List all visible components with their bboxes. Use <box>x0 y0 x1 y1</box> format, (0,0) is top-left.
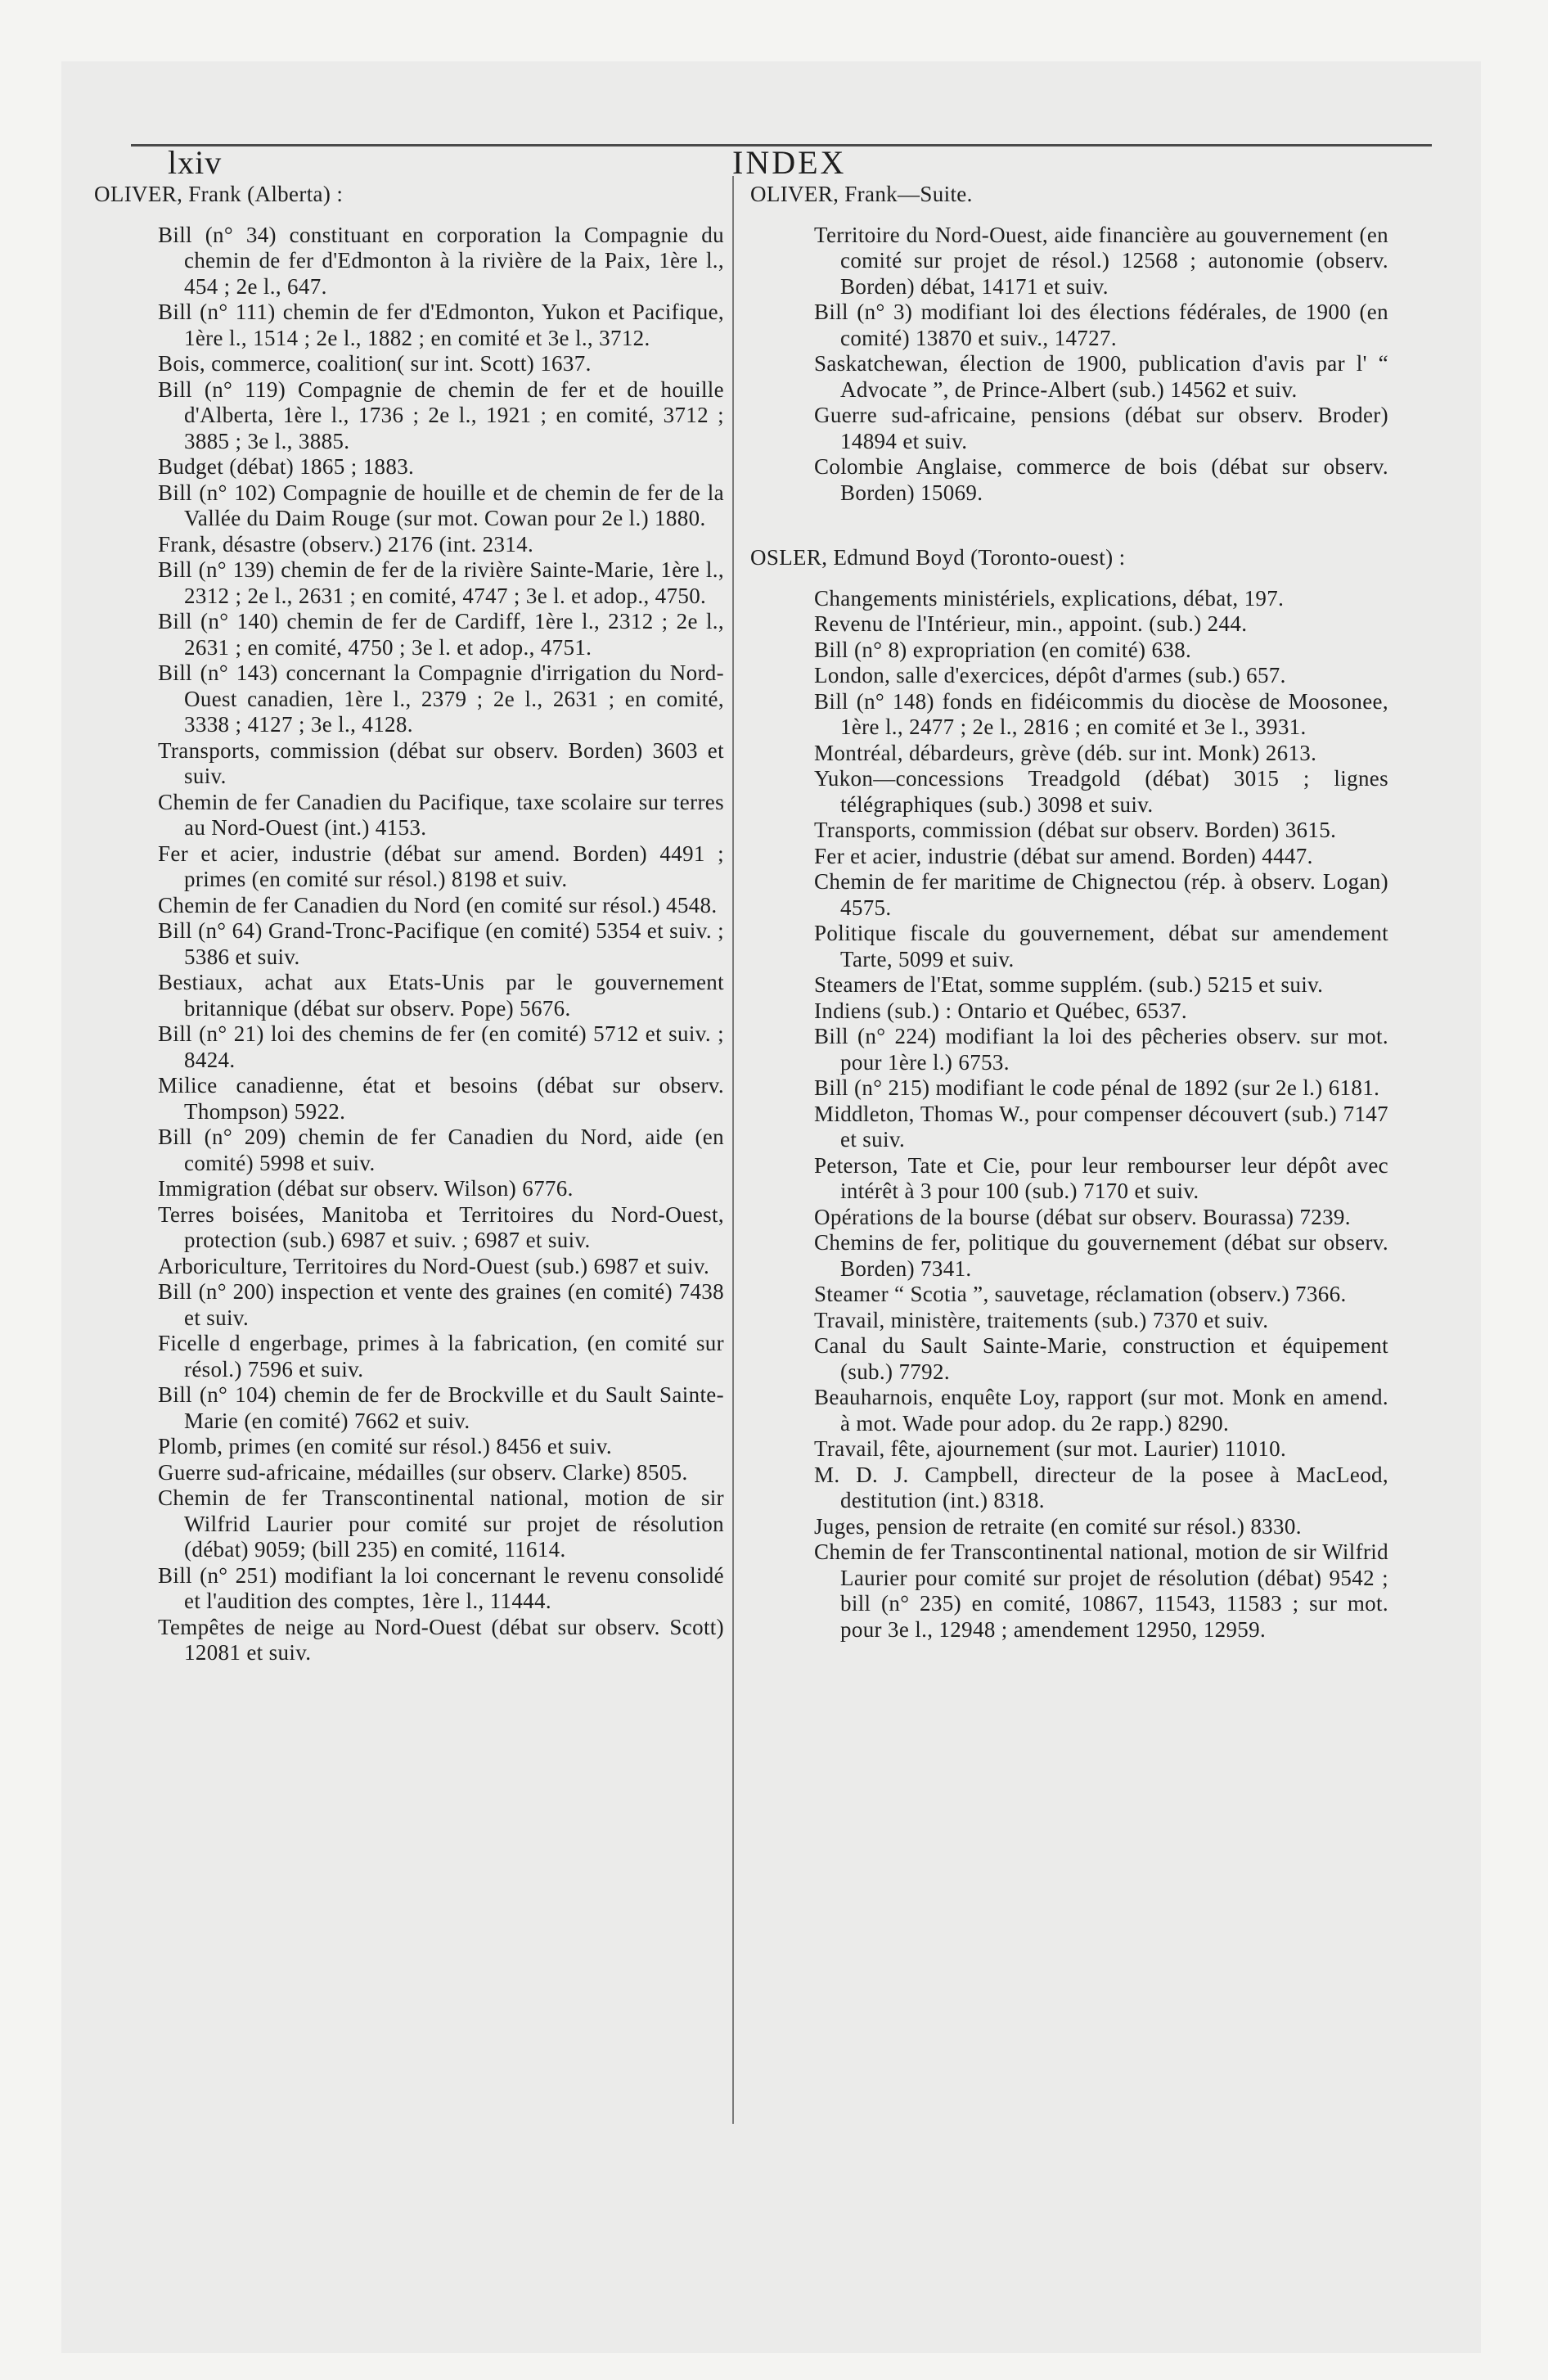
index-entry: Immigration (débat sur observ. Wilson) 6776. <box>158 1176 574 1201</box>
index-entry: Indiens (sub.) : Ontario et Québec, 6537. <box>814 998 1187 1023</box>
index-entry: Bill (n° 140) chemin de fer de Cardiff, 1ère l., 2312 ; 2e l., 2631 ; en comité, 4750 ; 3e l. et adop., 4751. <box>158 609 724 660</box>
index-entry: Bill (n° 64) Grand-Tronc-Pacifique (en comité) 5354 et suiv. ; 5386 et suiv. <box>158 918 724 969</box>
index-entry: Bill (n° 148) fonds en fidéicommis du diocèse de Moosonee, 1ère l., 2477 ; 2e l., 2816 ; en comité et 3e l., 3931. <box>814 688 1388 739</box>
column-divider <box>732 176 734 2124</box>
index-entry: Chemin de fer Transcontinental national, motion de sir Wilfrid Laurier pour comité sur projet de résolution (débat) 9542 ; bill (n° 235) en comité, 10867, 11543, 11583 ; sur mot. pour 3e l., 12948 ; amendement 12950, 12959. <box>814 1539 1388 1642</box>
index-entry: Juges, pension de retraite (en comité sur résol.) 8330. <box>814 1513 1302 1539</box>
index-entry: Fer et acier, industrie (débat sur amend. Borden) 4491 ; primes (en comité sur résol.) 8198 et suiv. <box>158 841 724 891</box>
index-heading-oliver-suite: OLIVER, Frank—Suite. <box>750 182 973 206</box>
index-entry: Bill (n° 224) modifiant la loi des pêcheries observ. sur mot. pour 1ère l.) 6753. <box>814 1024 1388 1075</box>
index-entry: Bill (n° 102) Compagnie de houille et de chemin de fer de la Vallée du Daim Rouge (sur mot. Cowan pour 2e l.) 1880. <box>158 480 724 530</box>
index-entry: Steamer “ Scotia ”, sauvetage, réclamation (observ.) 7366. <box>814 1282 1347 1306</box>
index-entry-list <box>750 223 1388 507</box>
index-entry: Guerre sud-africaine, pensions (débat sur observ. Broder) 14894 et suiv. <box>814 403 1388 453</box>
left-column <box>94 182 724 1666</box>
index-entry: Bois, commerce, coalition( sur int. Scott) 1637. <box>158 351 592 376</box>
index-entry: Politique fiscale du gouvernement, débat sur amendement Tarte, 5099 et suiv. <box>814 921 1388 971</box>
index-entry: Chemin de fer Canadien du Pacifique, taxe scolaire sur terres au Nord-Ouest (int.) 4153. <box>158 789 724 840</box>
index-entry: Bill (n° 139) chemin de fer de la rivière Sainte-Marie, 1ère l., 2312 ; 2e l., 2631 ; en comité, 4747 ; 3e l. et adop., 4750. <box>158 557 724 608</box>
index-entry: Chemin de fer Transcontinental national, motion de sir Wilfrid Laurier pour comité sur projet de résolution (débat) 9059; (bill 235) en comité, 11614. <box>158 1485 724 1562</box>
index-entry: Bill (n° 34) constituant en corporation la Compagnie du chemin de fer d'Edmonton à la rivière de la Paix, 1ère l., 454 ; 2e l., 647. <box>158 222 724 299</box>
index-entry: Tempêtes de neige au Nord-Ouest (débat sur observ. Scott) 12081 et suiv. <box>158 1614 724 1665</box>
index-entry: Bill (n° 111) chemin de fer d'Edmonton, Yukon et Pacifique, 1ère l., 1514 ; 2e l., 1882 ; en comité et 3e l., 3712. <box>158 300 724 350</box>
index-entry: Yukon—concessions Treadgold (débat) 3015 ; lignes télégraphiques (sub.) 3098 et suiv. <box>814 766 1388 817</box>
index-entry: Chemins de fer, politique du gouvernement (débat sur observ. Borden) 7341. <box>814 1230 1388 1281</box>
index-entry: Bill (n° 143) concernant la Compagnie d'irrigation du Nord-Ouest canadien, 1ère l., 2379 ; 2e l., 2631 ; en comité, 3338 ; 4127 ; 3e l., 4128. <box>158 660 724 737</box>
running-title: INDEX <box>732 144 847 181</box>
header-rule <box>131 144 1432 146</box>
index-entry: Montréal, débardeurs, grève (déb. sur int. Monk) 2613. <box>814 740 1317 765</box>
index-entry: Ficelle d engerbage, primes à la fabrication, (en comité sur résol.) 7596 et suiv. <box>158 1331 724 1382</box>
index-heading-osler: OSLER, Edmund Boyd (Toronto-ouest) : <box>750 545 1126 570</box>
index-entry: Chemin de fer Canadien du Nord (en comité sur résol.) 4548. <box>158 892 718 917</box>
index-entry: Changements ministériels, explications, débat, 197. <box>814 585 1285 611</box>
index-entry: Opérations de la bourse (débat sur observ. Bourassa) 7239. <box>814 1204 1351 1229</box>
index-entry: Saskatchewan, élection de 1900, publication d'avis par l' “ Advocate ”, de Prince-Albert (sub.) 14562 et suiv. <box>814 351 1388 402</box>
index-entry: Frank, désastre (observ.) 2176 (int. 2314. <box>158 531 534 557</box>
index-entry: Terres boisées, Manitoba et Territoires du Nord-Ouest, protection (sub.) 6987 et suiv. ; 6987 et suiv. <box>158 1201 724 1252</box>
index-entry: London, salle d'exercices, dépôt d'armes (sub.) 657. <box>814 663 1286 687</box>
page-number: lxiv <box>168 144 223 181</box>
index-entry: Arboriculture, Territoires du Nord-Ouest (sub.) 6987 et suiv. <box>158 1253 710 1278</box>
index-entry: Colombie Anglaise, commerce de bois (débat sur observ. Borden) 15069. <box>814 454 1388 505</box>
index-entry-list <box>94 223 724 1666</box>
index-entry: Budget (débat) 1865 ; 1883. <box>158 454 415 479</box>
index-entry: Bill (n° 215) modifiant le code pénal de 1892 (sur 2e l.) 6181. <box>814 1075 1380 1100</box>
index-entry: Peterson, Tate et Cie, pour leur rembourser leur dépôt avec intérêt à 3 pour 100 (sub.) 7170 et suiv. <box>814 1152 1388 1203</box>
index-entry: Travail, ministère, traitements (sub.) 7370 et suiv. <box>814 1307 1269 1332</box>
index-entry: Guerre sud-africaine, médailles (sur observ. Clarke) 8505. <box>158 1459 688 1485</box>
index-entry: Bill (n° 200) inspection et vente des graines (en comité) 7438 et suiv. <box>158 1279 724 1330</box>
index-entry: Revenu de l'Intérieur, min., appoint. (sub.) 244. <box>814 611 1248 636</box>
index-entry: Steamers de l'Etat, somme supplém. (sub.) 5215 et suiv. <box>814 972 1324 997</box>
index-entry: Chemin de fer maritime de Chignectou (rép. à observ. Logan) 4575. <box>814 869 1388 920</box>
index-entry: Fer et acier, industrie (débat sur amend. Borden) 4447. <box>814 843 1313 868</box>
index-entry: Bill (n° 209) chemin de fer Canadien du Nord, aide (en comité) 5998 et suiv. <box>158 1125 724 1175</box>
index-entry: Travail, fête, ajournement (sur mot. Laurier) 11010. <box>814 1436 1287 1461</box>
index-entry: Bill (n° 251) modifiant la loi concernant le revenu consolidé et l'audition des comptes, 1ère l., 11444. <box>158 1562 724 1613</box>
right-column <box>750 182 1388 1643</box>
index-heading-oliver: OLIVER, Frank (Alberta) : <box>94 182 344 206</box>
index-entry: Middleton, Thomas W., pour compenser découvert (sub.) 7147 et suiv. <box>814 1101 1388 1152</box>
index-entry: Beauharnois, enquête Loy, rapport (sur mot. Monk en amend. à mot. Wade pour adop. du 2e rapp.) 8290. <box>814 1385 1388 1436</box>
index-entry: Bill (n° 104) chemin de fer de Brockville et du Sault Sainte-Marie (en comité) 7662 et suiv. <box>158 1382 724 1433</box>
index-entry: Canal du Sault Sainte-Marie, construction et équipement (sub.) 7792. <box>814 1333 1388 1384</box>
index-entry: Milice canadienne, état et besoins (débat sur observ. Thompson) 5922. <box>158 1073 724 1124</box>
index-entry-list <box>750 586 1388 1643</box>
index-entry: Bestiaux, achat aux Etats-Unis par le gouvernement britannique (débat sur observ. Pope) 5676. <box>158 970 724 1021</box>
index-entry: Bill (n° 21) loi des chemins de fer (en comité) 5712 et suiv. ; 8424. <box>158 1021 724 1072</box>
index-entry: Plomb, primes (en comité sur résol.) 8456 et suiv. <box>158 1434 612 1458</box>
index-entry: Bill (n° 8) expropriation (en comité) 638. <box>814 637 1192 662</box>
index-entry: Territoire du Nord-Ouest, aide financière au gouvernement (en comité sur projet de résol.) 12568 ; autonomie (observ. Borden) débat, 14171 et suiv. <box>814 222 1388 299</box>
index-entry: Transports, commission (débat sur observ. Borden) 3603 et suiv. <box>158 737 724 788</box>
index-entry: M. D. J. Campbell, directeur de la posee à MacLeod, destitution (int.) 8318. <box>814 1462 1388 1512</box>
index-entry: Bill (n° 3) modifiant loi des élections fédérales, de 1900 (en comité) 13870 et suiv., 14727. <box>814 300 1388 350</box>
index-entry: Transports, commission (débat sur observ. Borden) 3615. <box>814 818 1337 842</box>
index-entry: Bill (n° 119) Compagnie de chemin de fer et de houille d'Alberta, 1ère l., 1736 ; 2e l., 1921 ; en comité, 3712 ; 3885 ; 3e l., 3885. <box>158 376 724 453</box>
